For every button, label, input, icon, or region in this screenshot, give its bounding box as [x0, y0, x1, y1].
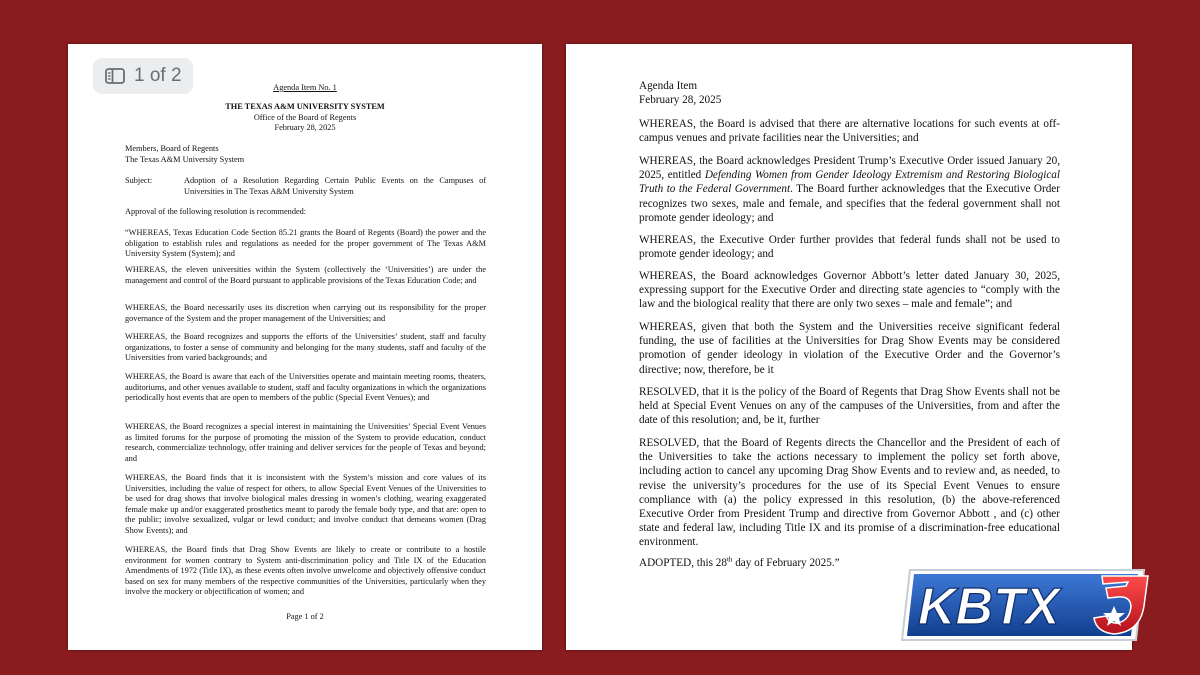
approval-line: Approval of the following resolution is recommended:: [125, 207, 307, 216]
paragraph-text: . The Board further acknowledges that the Executive Order recognizes two sexes, male and female, and specifies that the federal government shall not promote gender ideology; and: [639, 183, 1060, 224]
paragraph: [639, 154, 1060, 225]
org-name: THE TEXAS A&M UNIVERSITY SYSTEM: [225, 102, 385, 111]
paragraph: WHEREAS, the Board recognizes and supports the efforts of the Universities’ student, staff and faculty organizations, to foster a sense of community and belonging for the many students, staff and faculty of the Universities from varied backgrounds; and: [125, 332, 486, 363]
paragraph: WHEREAS, the Executive Order further provides that federal funds shall not be used to promote gender ideology; and: [639, 234, 1060, 261]
page-indicator[interactable]: [93, 58, 193, 94]
document-date: February 28, 2025: [274, 123, 336, 132]
sidebar-icon: [105, 68, 125, 84]
subject-label: Subject:: [125, 176, 153, 185]
paragraph: WHEREAS, the Board is advised that there are alternative locations for such events at off-campus venues and private facilities near the Universities; and: [639, 118, 1060, 145]
paragraph: WHEREAS, the eleven universities within the System (collectively the ‘Universities’) are under the management and control of the Board pursuant to applicable provisions of the Texas Education Code; and: [125, 265, 486, 285]
channel-number: 3: [900, 566, 901, 567]
agenda-item-heading: Agenda Item: [639, 80, 698, 92]
paragraph: RESOLVED, that the Board of Regents directs the Chancellor and the President of each of the Universities to take the actions necessary to implement the policy set forth above, including action to cancel any upcoming Drag Show Events and to review and, as needed, to revise the university’s procedures for the use of its Special Event Venues to ensure compliance with (a) the policy expressed in this resolution, (b) the above-referenced Executive Order from President Trump and directive from Governor Abbott , and (c) other state and federal law, including Title IX and its promise of a discrimination-free educational environment.: [639, 437, 1060, 549]
subject-text: Adoption of a Resolution Regarding Certain Public Events on the Campuses of Universities in The Texas A&M University System: [184, 176, 486, 196]
recipient-line-2: The Texas A&M University System: [125, 154, 245, 164]
paragraph: WHEREAS, the Board finds that Drag Show Events are likely to create or contribute to a hostile environment for women contrary to System anti-discrimination policy and Title IX of the Education Amendments of 1972 (Title IX), as these events often involve unwelcome and objectively offensive conduct based on sex for many members of the respective communities of the Universities, particularly when they involve the mockery or objectification of women; and: [125, 545, 486, 597]
kbtx-station-logo: [900, 566, 1156, 644]
office-name: Office of the Board of Regents: [253, 112, 357, 122]
recipient-line-1: Members, Board of Regents: [125, 144, 219, 153]
paragraph-text: WHEREAS, the Board acknowledges President Trump’s Executive Order issued January 20, 2025, entitled: [639, 155, 1060, 182]
paragraph: WHEREAS, given that both the System and the Universities receive significant federal funding, the use of facilities at the Universities for Drag Show Events may be considered promotion of gender ideology in violation of the Executive Order and the Governor’s directive; now, therefore, be it: [639, 321, 1060, 376]
document-date: February 28, 2025: [639, 94, 722, 106]
paragraph: “WHEREAS, Texas Education Code Section 85.21 grants the Board of Regents (Board) the power and the obligation to establish rules and regulations as needed for the proper government of The Texas A&M University System (System); and: [125, 228, 486, 259]
paragraph: WHEREAS, the Board is aware that each of the Universities operate and maintain meeting rooms, theaters, auditoriums, and other venues available to student, staff and faculty organizations in which the organizations periodically host events that are open to members of the public (Special Event Venues); and: [125, 372, 486, 403]
agenda-item-heading: Agenda Item No. 1: [273, 83, 337, 92]
page-footer: Page 1 of 2: [286, 612, 324, 621]
paragraph: WHEREAS, the Board finds that it is inconsistent with the System’s mission and core values of its Universities, including the value of respect for others, to allow Special Event Venues of the Universities to be used for drag shows that involve biological males dressing in women’s clothing, wearing exaggerated female make up and/or exaggerated prosthetics meant to parody the female body type, and that are: open to the public; involve sexualized, vulgar or lewd conduct; and involve conduct that demeans women (Drag Show Events); and: [125, 473, 486, 535]
paragraph: WHEREAS, the Board acknowledges Governor Abbott’s letter dated January 30, 2025, expressing support for the Executive Order and directing state agencies to “comply with the law and the biological reality that there are only two sexes – male and female”; and: [639, 270, 1060, 311]
paragraph: RESOLVED, that it is the policy of the Board of Regents that Drag Show Events shall not be held at Special Event Venues on any of the campuses of the Universities, from and after the date of this resolution; and, be it, further: [639, 386, 1060, 427]
adopted-line: ADOPTED, this 28th day of February 2025.”: [639, 555, 840, 569]
paragraph: WHEREAS, the Board necessarily uses its discretion when carrying out its responsibility for the proper governance of the System and the proper management of the Universities; and: [125, 303, 486, 323]
logo-wordmark: KBTX: [918, 578, 1060, 636]
page-indicator-text: 1 of 2: [134, 65, 182, 86]
executive-order-title: Defending Women from Gender Ideology Extremism and Restoring Biological Truth to the Federal Government: [639, 169, 1060, 196]
paragraph: WHEREAS, the Board recognizes a special interest in maintaining the Universities’ Special Event Venues as limited forums for the purpose of promoting the mission of the System to provide education, conduct research, commercialize technology, offer training and deliver services for the people of Texas and beyond; and: [125, 422, 486, 463]
document-page-1: [68, 44, 542, 650]
document-page-2: [566, 44, 1132, 650]
